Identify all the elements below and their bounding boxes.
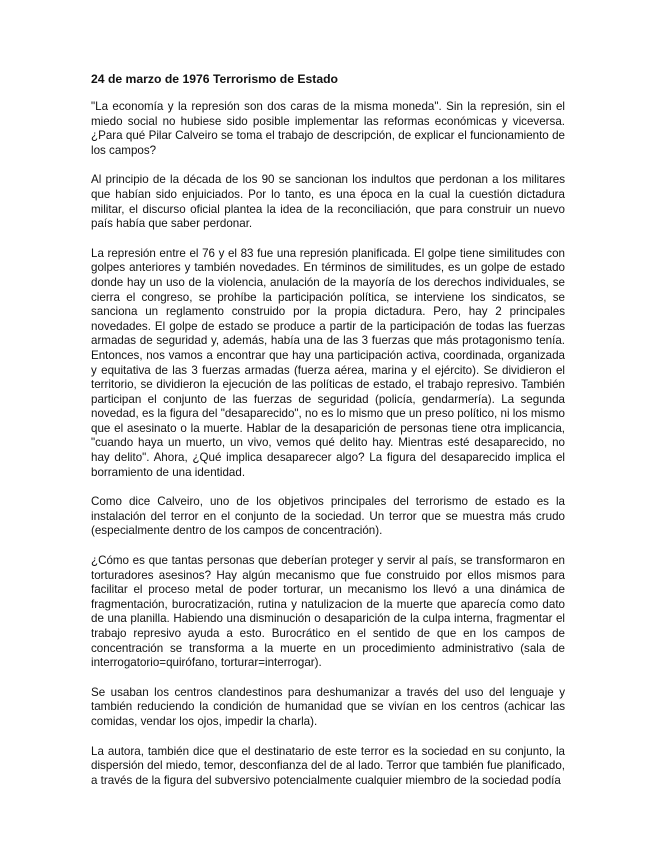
document-body [91,71,565,803]
paragraph-3: La represión entre el 76 y el 83 fue una represión planificada. El golpe tiene similitudes con golpes anteriores y también novedades. En términos de similitudes, es un golpe de estado donde hay un uso de la violencia, anulación de la mayoría de los derechos individuales, se cierra el congreso, se prohíbe la participación política, se interviene los sindicatos, se sanciona un reglamento construido por la propia dictadura. Pero, hay 2 principales novedades. El golpe de estado se produce a partir de la participación de todas las fuerzas armadas de seguridad y, además, había una de las 3 fuerzas que más protagonismo tenía. Entonces, nos vamos a encontrar que hay una participación activa, coordinada, organizada y equitativa de las 3 fuerzas armadas (fuerza aérea, marina y el ejército). Se dividieron el territorio, se dividieron la ejecución de las políticas de estado, el trabajo represivo. También participan el conjunto de las fuerzas de seguridad (policía, gendarmería). La segunda novedad, es la figura del "desaparecido", no es lo mismo que un preso político, ni los mismo que el asesinato o la muerte. Hablar de la desaparición de personas tiene otra implicancia, "cuando haya un muerto, un vivo, vemos qué delito hay. Mientras esté desaparecido, no hay delito". Ahora, ¿Qué implica desaparecer algo? La figura del desaparecido implica el borramiento de una identidad. [91,246,565,479]
paragraph-1: "La economía y la represión son dos caras de la misma moneda". Sin la represión, sin el miedo social no hubiese sido posible implementar las reformas económicas y viceversa. ¿Para qué Pilar Calveiro se toma el trabajo de descripción, de explicar el funcionamiento de los campos? [91,100,565,157]
paragraph-4: Como dice Calveiro, uno de los objetivos principales del terrorismo de estado es la instalación del terror en el conjunto de la sociedad. Un terror que se muestra más crudo (especialmente dentro de los campos de concentración). [91,495,565,538]
paragraph-6: Se usaban los centros clandestinos para deshumanizar a través del uso del lenguaje y también reduciendo la condición de humanidad que se vivían en los centros (achicar las comidas, vendar los ojos, impedir la charla). [91,685,565,728]
paragraph-5: ¿Cómo es que tantas personas que deberían proteger y servir al país, se transformaron en torturadores asesinos? Hay algún mecanismo que fue construido por ellos mismos para facilitar el proceso metal de poder torturar, un mecanismo los llevó a una dinámica de fragmentación, burocratización, rutina y natulizacion de la muerte que aparecía como dato de una planilla. Habiendo una disminución o desaparición de la culpa interna, fragmentar el trabajo represivo ayuda a esto. Burocrático en el sentido de que en los campos de concentración se transforma a la muerte en un procedimiento administrativo (sala de interrogatorio=quirófano, torturar=interrogar). [91,554,565,670]
document-title: 24 de marzo de 1976 Terrorismo de Estado [91,72,339,86]
paragraph-7: La autora, también dice que el destinatario de este terror es la sociedad en su conjunto, la dispersión del miedo, temor, desconfianza del de al lado. Terror que también fue planificado, a través de la figura del subversivo potencialmente cualquier miembro de la sociedad podía [91,744,565,787]
paragraph-2: Al principio de la década de los 90 se sancionan los indultos que perdonan a los militares que habían sido enjuiciados. Por lo tanto, es una época en la cual la cuestión dictadura militar, el discurso oficial plantea la idea de la reconciliación, que para construir un nuevo país había que saber perdonar. [91,173,565,231]
